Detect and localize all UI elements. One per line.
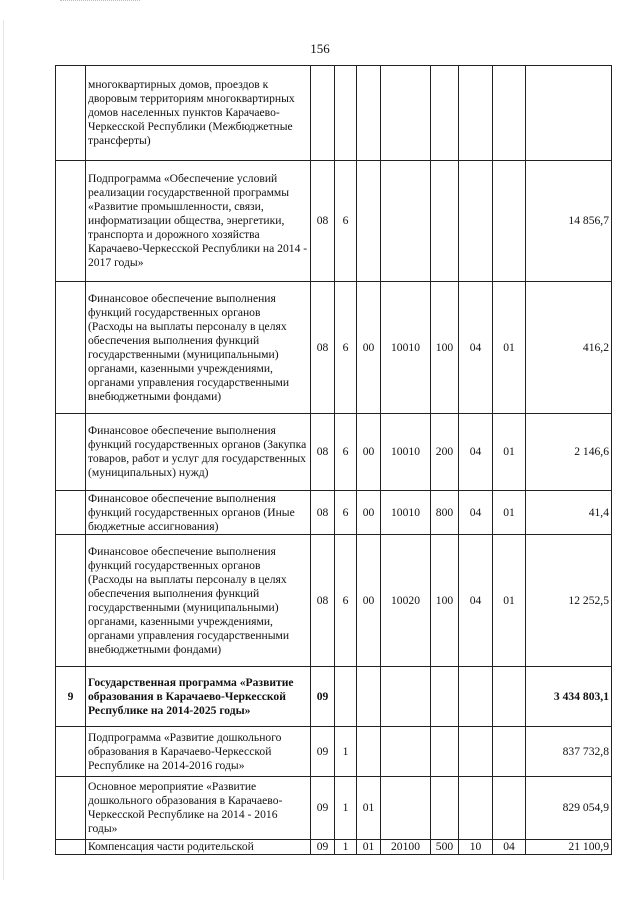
code-cell-c7: [493, 66, 526, 161]
code-cell-c1: 08: [311, 161, 335, 282]
code-cell-c2: 6: [335, 414, 357, 491]
code-cell-c6: [459, 667, 493, 727]
code-cell-c2: [335, 66, 357, 161]
amount-cell: 21 100,9: [526, 840, 612, 855]
code-cell-c4: 20100: [381, 840, 431, 855]
code-cell-c1: 08: [311, 282, 335, 414]
code-cell-c6: 04: [459, 282, 493, 414]
row-number-cell: [56, 727, 86, 777]
code-cell-c7: 04: [493, 840, 526, 855]
code-cell-c5: [431, 777, 459, 840]
code-cell-c5: 800: [431, 491, 459, 535]
table-row: [56, 535, 612, 667]
description-cell: Компенсация части родительской: [86, 840, 311, 855]
amount-cell: 837 732,8: [526, 727, 612, 777]
code-cell-c2: 1: [335, 840, 357, 855]
code-cell-c3: 01: [357, 777, 381, 840]
code-cell-c7: 01: [493, 282, 526, 414]
table-row: [56, 282, 612, 414]
code-cell-c4: [381, 777, 431, 840]
amount-cell: 14 856,7: [526, 161, 612, 282]
description-cell: Финансовое обеспечение выполнения функций государственных органов (Расходы на выплаты персоналу в целях обеспечения выполнения функций государственными (муниципальными) органами, казенными учреждениями, органами управления государственными внебюджетными фондами): [86, 535, 311, 667]
code-cell-c3: [357, 161, 381, 282]
code-cell-c3: 00: [357, 535, 381, 667]
row-number-cell: 9: [56, 667, 86, 727]
amount-cell: 829 054,9: [526, 777, 612, 840]
code-cell-c6: [459, 777, 493, 840]
code-cell-c4: 10010: [381, 414, 431, 491]
code-cell-c5: 100: [431, 535, 459, 667]
code-cell-c7: 01: [493, 414, 526, 491]
code-cell-c7: 01: [493, 535, 526, 667]
budget-table: [55, 65, 612, 855]
table-body: [56, 66, 612, 855]
code-cell-c2: 6: [335, 535, 357, 667]
description-cell: Основное мероприятие «Развитие дошкольного образования в Карачаево-Черкесской Республике на 2014 - 2016 годы»: [86, 777, 311, 840]
code-cell-c5: [431, 727, 459, 777]
code-cell-c3: [357, 66, 381, 161]
code-cell-c4: [381, 66, 431, 161]
code-cell-c7: [493, 777, 526, 840]
description-cell: Подпрограмма «Обеспечение условий реализации государственной программы «Развитие промышленности, связи, информатизации общества, энергетики, транспорта и дорожного хозяйства Карачаево-Черкесской Республики на 2014 - 2017 годы»: [86, 161, 311, 282]
code-cell-c5: 100: [431, 282, 459, 414]
code-cell-c6: 04: [459, 491, 493, 535]
row-number-cell: [56, 491, 86, 535]
code-cell-c5: [431, 66, 459, 161]
code-cell-c1: 08: [311, 535, 335, 667]
code-cell-c7: [493, 727, 526, 777]
code-cell-c1: 09: [311, 777, 335, 840]
code-cell-c2: 1: [335, 727, 357, 777]
code-cell-c4: 10020: [381, 535, 431, 667]
scan-mark: [60, 0, 140, 3]
code-cell-c6: [459, 727, 493, 777]
code-cell-c2: 6: [335, 161, 357, 282]
code-cell-c5: 200: [431, 414, 459, 491]
description-cell: Подпрограмма «Развитие дошкольного образования в Карачаево-Черкесской Республике на 2014-2016 годы»: [86, 727, 311, 777]
code-cell-c1: 08: [311, 414, 335, 491]
code-cell-c3: 00: [357, 491, 381, 535]
code-cell-c3: [357, 727, 381, 777]
row-number-cell: [56, 414, 86, 491]
code-cell-c1: 09: [311, 667, 335, 727]
code-cell-c6: [459, 161, 493, 282]
amount-cell: [526, 66, 612, 161]
code-cell-c5: [431, 161, 459, 282]
code-cell-c3: 00: [357, 414, 381, 491]
description-cell: Финансовое обеспечение выполнения функций государственных органов (Расходы на выплаты персоналу в целях обеспечения выполнения функций государственными (муниципальными) органами, казенными учреждениями, органами управления государственными внебюджетными фондами): [86, 282, 311, 414]
table-row: [56, 777, 612, 840]
code-cell-c5: [431, 667, 459, 727]
description-cell: Государственная программа «Развитие образования в Карачаево-Черкесской Республике на 2014-2025 годы»: [86, 667, 311, 727]
code-cell-c6: [459, 66, 493, 161]
code-cell-c2: 1: [335, 777, 357, 840]
table-row: [56, 727, 612, 777]
code-cell-c2: 6: [335, 282, 357, 414]
description-cell: Финансовое обеспечение выполнения функций государственных органов (Закупка товаров, работ и услуг для государственных (муниципальных) нужд): [86, 414, 311, 491]
description-cell: Финансовое обеспечение выполнения функций государственных органов (Иные бюджетные ассигнования): [86, 491, 311, 535]
code-cell-c5: 500: [431, 840, 459, 855]
row-number-cell: [56, 840, 86, 855]
code-cell-c3: 00: [357, 282, 381, 414]
code-cell-c6: 04: [459, 535, 493, 667]
code-cell-c1: 09: [311, 840, 335, 855]
amount-cell: 3 434 803,1: [526, 667, 612, 727]
amount-cell: 12 252,5: [526, 535, 612, 667]
code-cell-c3: 01: [357, 840, 381, 855]
code-cell-c3: [357, 667, 381, 727]
row-number-cell: [56, 777, 86, 840]
code-cell-c1: [311, 66, 335, 161]
code-cell-c7: [493, 161, 526, 282]
code-cell-c4: [381, 161, 431, 282]
table-row: [56, 667, 612, 727]
page-number: 156: [310, 41, 330, 56]
code-cell-c2: [335, 667, 357, 727]
code-cell-c2: 6: [335, 491, 357, 535]
table-row: [56, 66, 612, 161]
table-row: [56, 161, 612, 282]
table-row: [56, 840, 612, 855]
code-cell-c4: [381, 727, 431, 777]
code-cell-c7: [493, 667, 526, 727]
code-cell-c4: 10010: [381, 491, 431, 535]
description-cell: многоквартирных домов, проездов к дворовым территориям многоквартирных домов населенных пунктов Карачаево-Черкесской Республики (Межбюджетные трансферты): [86, 66, 311, 161]
table-row: [56, 414, 612, 491]
code-cell-c4: [381, 667, 431, 727]
amount-cell: 2 146,6: [526, 414, 612, 491]
code-cell-c4: 10010: [381, 282, 431, 414]
code-cell-c7: 01: [493, 491, 526, 535]
row-number-cell: [56, 535, 86, 667]
code-cell-c6: 04: [459, 414, 493, 491]
code-cell-c1: 08: [311, 491, 335, 535]
row-number-cell: [56, 282, 86, 414]
scan-edge-shadow: [3, 20, 4, 880]
row-number-cell: [56, 66, 86, 161]
amount-cell: 41,4: [526, 491, 612, 535]
code-cell-c1: 09: [311, 727, 335, 777]
row-number-cell: [56, 161, 86, 282]
amount-cell: 416,2: [526, 282, 612, 414]
code-cell-c6: 10: [459, 840, 493, 855]
table-row: [56, 491, 612, 535]
